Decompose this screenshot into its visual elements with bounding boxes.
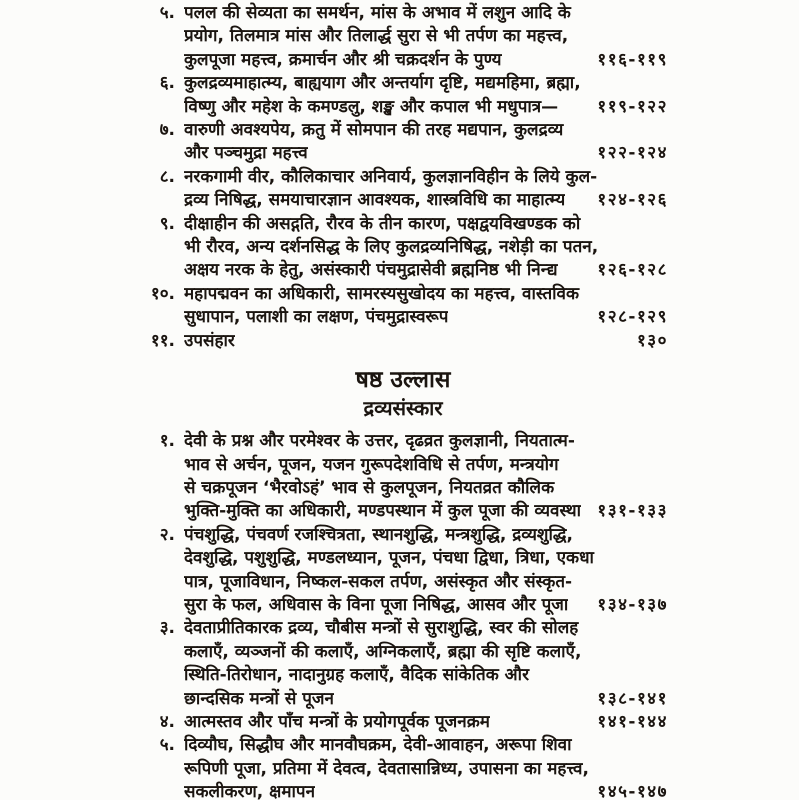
toc-entry: [138, 72, 668, 119]
entry-line: प्रयोग, तिलमात्र मांस और तिलार्द्ध सुरा से भी तर्पण का महत्त्व,: [184, 26, 569, 47]
entry-line: कुलद्रव्यमाहात्म्य, बाह्ययाग और अन्तर्याग दृष्टि, मद्यमहिमा, ब्रह्मा,: [184, 73, 581, 94]
entry-last-line: [184, 594, 668, 617]
entry-text: [175, 617, 668, 711]
page-range: १२२-१२४: [597, 143, 668, 164]
toc-entry: [138, 213, 668, 283]
toc-entry: [138, 524, 668, 618]
entry-text: [175, 524, 668, 618]
entry-line: दिव्यौघ, सिद्धौघ और मानवौघक्रम, देवी-आवाहन, अरूपा शिवा: [184, 735, 572, 756]
chapter-title: षष्ठ उल्लास: [355, 367, 451, 394]
entry-last-line: [184, 781, 668, 800]
page-range: १२६-१२८: [597, 260, 668, 281]
entry-number: ६.: [159, 73, 175, 94]
page-range: १३४-१३७: [597, 594, 668, 615]
entry-line: देवताप्रीतिकारक द्रव्य, चौबीस मन्त्रों से सुराशुद्धि, स्वर की सोलह: [184, 618, 579, 639]
entry-last-line: [184, 306, 668, 329]
toc-entry: [138, 330, 668, 353]
entry-line: देवी के प्रश्न और परमेश्वर के उत्तर, दृढव्रत कुलज्ञानी, नियतात्म-: [184, 431, 575, 452]
entry-line: देवशुद्धि, पशुशुद्धि, मण्डलध्यान, पूजन, पंचधा द्विधा, त्रिधा, एकधा: [184, 548, 594, 569]
page-range: १२८-१२९: [597, 307, 668, 328]
entry-line: भी रौरव, अन्य दर्शनसिद्ध के लिए कुलद्रव्यनिषिद्ध, नशेड़ी का पतन,: [184, 237, 599, 258]
toc-entry: [138, 2, 668, 72]
entry-line: वारुणी अवश्यपेय, क्रतु में सोमपान की तरह मद्यपान, कुलद्रव्य: [184, 120, 564, 141]
entry-line: नरकगामी वीर, कौलिकाचार अनिवार्य, कुलज्ञानविहीन के लिये कुल-: [184, 166, 598, 187]
entry-text: [175, 2, 668, 72]
page-range: ११९-१२२: [597, 96, 668, 117]
entry-last-line: [184, 711, 668, 734]
entry-line: उपसंहार: [184, 330, 235, 351]
page-range: ११६-११९: [597, 49, 668, 70]
entry-line: सकलीकरण, क्षमापन: [184, 782, 316, 800]
entry-text: [175, 430, 668, 524]
toc-entry: [138, 166, 668, 213]
toc-entry: [138, 119, 668, 166]
entry-last-line: [184, 688, 668, 711]
page-range: १४५-१४७: [597, 782, 668, 800]
chapter-subtitle: द्रव्यसंस्कार: [363, 396, 443, 421]
entry-line: रूपिणी पूजा, प्रतिमा में देवत्व, देवतासान्निध्य, उपासना का महत्त्व,: [184, 758, 589, 779]
entry-text: [175, 711, 668, 734]
entry-line: कुलपूजा महत्त्व, क्रमार्चन और श्री चक्रदर्शन के पुण्य: [184, 49, 502, 70]
entry-number: ११.: [150, 330, 175, 351]
toc-entry: [138, 430, 668, 524]
toc-content: [138, 2, 668, 800]
entry-number: ४.: [159, 711, 175, 732]
entry-line: आत्मस्तव और पाँच मन्त्रों के प्रयोगपूर्वक पूजनक्रम: [184, 711, 490, 732]
entry-last-line: [184, 142, 668, 165]
entry-last-line: [184, 189, 668, 212]
entry-line: द्रव्य निषिद्ध, समयाचारज्ञान आवश्यक, शास्त्रविधि का माहात्म्य: [184, 190, 566, 211]
toc-entry: [138, 711, 668, 734]
entry-text: [175, 213, 668, 283]
entry-number: १.: [159, 431, 175, 452]
entry-line: विष्णु और महेश के कमण्डलु, शङ्ख और कपाल भी मधुपात्र—: [184, 96, 559, 117]
entry-last-line: [184, 49, 668, 72]
entry-line: पात्र, पूजाविधान, निष्कल-सकल तर्पण, असंस्कृत और संस्कृत-: [184, 571, 573, 592]
entry-line: और पञ्चमुद्रा महत्त्व: [184, 143, 308, 164]
toc-section-previous-chapter: [138, 2, 668, 353]
entry-line: सुधापान, पलाशी का लक्षण, पंचमुद्रास्वरूप: [184, 307, 449, 328]
toc-entry: [138, 734, 668, 800]
entry-last-line: [184, 330, 668, 353]
entry-text: [175, 283, 668, 330]
entry-line: छान्दसिक मन्त्रों से पूजन: [184, 688, 334, 709]
entry-line: स्थिति-तिरोधान, नादानुग्रह कलाएँ, वैदिक सांकेतिक और: [184, 665, 530, 686]
entry-line: महापद्मवन का अधिकारी, सामरस्यसुखोदय का महत्त्व, वास्तविक: [184, 283, 580, 304]
page-range: १३८-१४१: [597, 688, 668, 709]
entry-last-line: [184, 259, 668, 282]
entry-text: [175, 330, 668, 353]
entry-line: कलाएँ, व्यञ्जनों की कलाएँ, अग्निकलाएँ, ब्रह्मा की सृष्टि कलाएँ,: [184, 641, 582, 662]
entry-text: [175, 166, 668, 213]
entry-text: [175, 734, 668, 800]
entry-number: २.: [159, 524, 175, 545]
entry-number: ५.: [159, 3, 175, 23]
entry-line: पंचशुद्धि, पंचवर्ण रजश्चित्रता, स्थानशुद्धि, मन्त्रशुद्धि, द्रव्यशुद्धि,: [184, 524, 573, 545]
toc-section-shashtha-ullas: [138, 430, 668, 800]
entry-number: ७.: [159, 120, 175, 141]
entry-number: ८.: [159, 166, 175, 187]
entry-line: भुक्ति-मुक्ति का अधिकारी, मण्डपस्थान में कुल पूजा की व्यवस्था: [184, 501, 582, 522]
entry-line: भाव से अर्चन, पूजन, यजन गुरूपदेशविधि से तर्पण, मन्त्रयोग: [184, 454, 559, 475]
entry-text: [175, 72, 668, 119]
toc-entry: [138, 283, 668, 330]
entry-number: ९.: [159, 213, 175, 234]
entry-text: [175, 119, 668, 166]
page-range: १३१-१३३: [597, 501, 668, 522]
entry-line: अक्षय नरक के हेतु, असंस्कारी पंचमुद्रासेवी ब्रह्मनिष्ठ भी निन्द्य: [184, 260, 558, 281]
page-range: १२४-१२६: [597, 190, 668, 211]
page-range: १४१-१४४: [597, 711, 668, 732]
chapter-heading: [138, 365, 668, 421]
entry-line: पलल की सेव्यता का समर्थन, मांस के अभाव में लशुन आदि के: [184, 3, 571, 23]
entry-line: से चक्रपूजन ‘भैरवोऽहं’ भाव से कुलपूजन, नियतव्रत कौलिक: [184, 477, 555, 498]
toc-entry: [138, 617, 668, 711]
page-range: १३०: [636, 330, 668, 351]
entry-line: सुरा के फल, अधिवास के विना पूजा निषिद्ध, आसव और पूजा: [184, 594, 569, 615]
entry-last-line: [184, 96, 668, 119]
entry-number: ५.: [159, 735, 175, 756]
entry-number: ३.: [159, 618, 175, 639]
entry-line: दीक्षाहीन की असद्गति, रौरव के तीन कारण, पक्षद्वयविखण्डक को: [184, 213, 581, 234]
entry-last-line: [184, 500, 668, 523]
entry-number: १०.: [150, 283, 175, 304]
